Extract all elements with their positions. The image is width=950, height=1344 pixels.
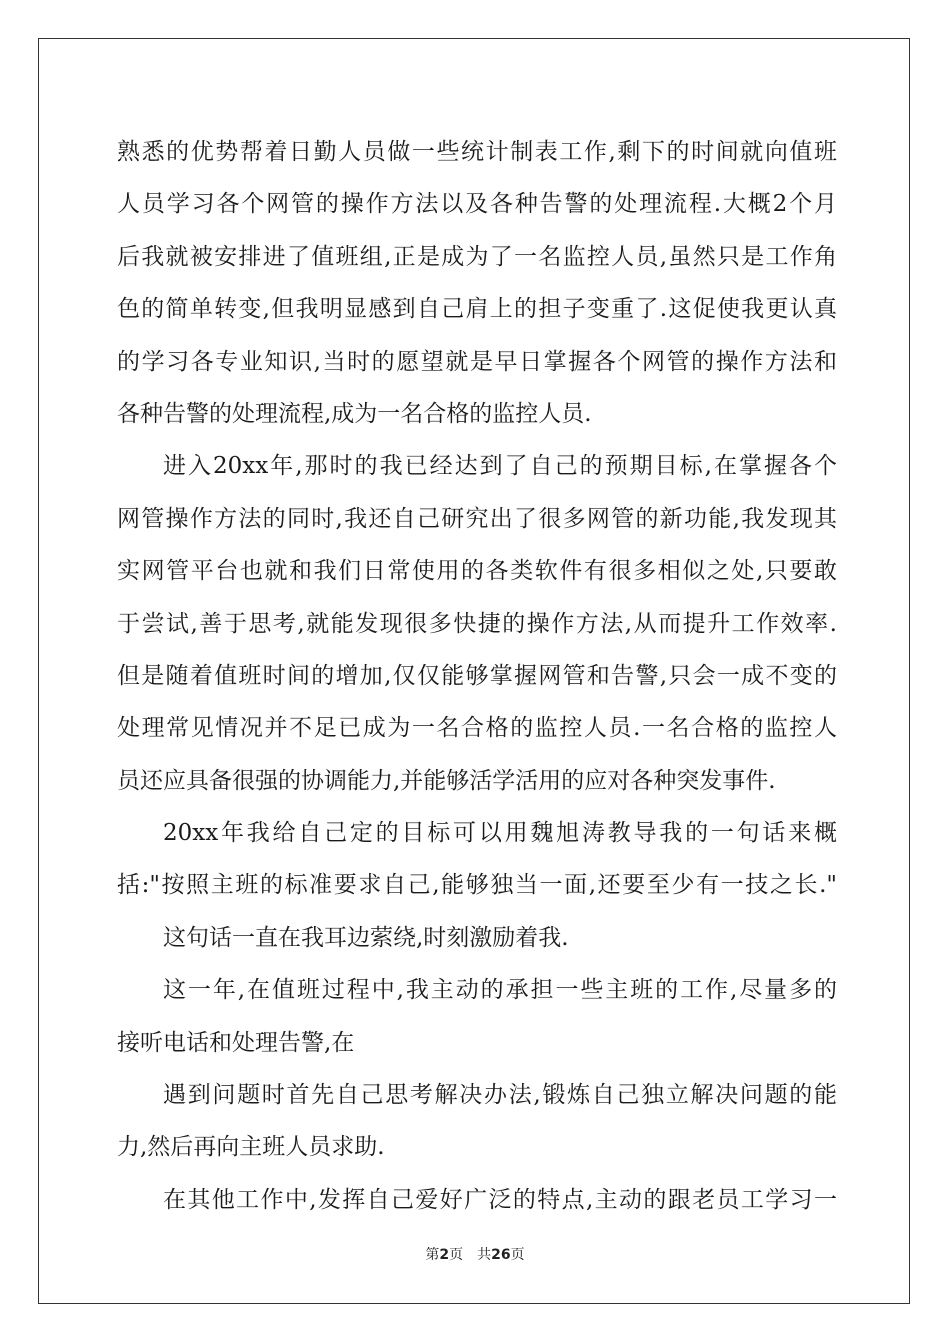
- text-line: 力,然后再向主班人员求助.: [117, 1134, 385, 1161]
- text-line: 接听电话和处理告警,在: [117, 1029, 355, 1056]
- text-line: 进入20xx年,那时的我已经达到了自己的预期目标,在掌握各个: [163, 453, 837, 480]
- page-prefix: 第: [425, 1247, 440, 1263]
- total-page-count: 26: [491, 1247, 511, 1263]
- text-line: 网管操作方法的同时,我还自己研究出了很多网管的新功能,我发现其: [117, 505, 837, 532]
- total-prefix: 共: [477, 1247, 492, 1263]
- current-page-number: 2: [439, 1247, 450, 1263]
- text-line: 遇到问题时首先自己思考解决办法,锻炼自己独立解决问题的能: [163, 1082, 837, 1109]
- text-line: 熟悉的优势帮着日勤人员做一些统计制表工作,剩下的时间就向值班: [117, 139, 837, 165]
- text-line: 实网管平台也就和我们日常使用的各类软件有很多相似之处,只要敢: [117, 558, 837, 585]
- text-line: 色的简单转变,但我明显感到自己肩上的担子变重了.这促使我更认真: [117, 296, 837, 323]
- total-suffix: 页: [510, 1247, 525, 1263]
- page-footer: [0, 1244, 950, 1264]
- text-line: 这一年,在值班过程中,我主动的承担一些主班的工作,尽量多的: [163, 977, 837, 1004]
- text-line: 人员学习各个网管的操作方法以及各种告警的处理流程.大概2个月: [117, 191, 837, 218]
- text-line: 的学习各专业知识,当时的愿望就是早日掌握各个网管的操作方法和: [117, 348, 837, 375]
- text-line: 但是随着值班时间的增加,仅仅能够掌握网管和告警,只会一成不变的: [117, 662, 837, 689]
- text-line: 处理常见情况并不足已成为一名合格的监控人员.一名合格的监控人: [117, 715, 837, 742]
- text-line: 于尝试,善于思考,就能发现很多快捷的操作方法,从而提升工作效率.: [117, 610, 837, 637]
- text-line: 各种告警的处理流程,成为一名合格的监控人员.: [117, 400, 592, 427]
- text-line: 20xx年我给自己定的目标可以用魏旭涛教导我的一句话来概: [163, 820, 837, 847]
- text-line: 在其他工作中,发挥自己爱好广泛的特点,主动的跟老员工学习一: [163, 1186, 837, 1213]
- page-suffix: 页: [449, 1247, 464, 1263]
- document-body: [117, 126, 837, 1226]
- text-line: 员还应具备很强的协调能力,并能够活学活用的应对各种突发事件.: [117, 767, 776, 794]
- text-line: 后我就被安排进了值班组,正是成为了一名监控人员,虽然只是工作角: [117, 243, 837, 270]
- text-line: 括:"按照主班的标准要求自己,能够独当一面,还要至少有一技之长.": [117, 872, 837, 899]
- text-line: 这句话一直在我耳边萦绕,时刻激励着我.: [163, 924, 569, 951]
